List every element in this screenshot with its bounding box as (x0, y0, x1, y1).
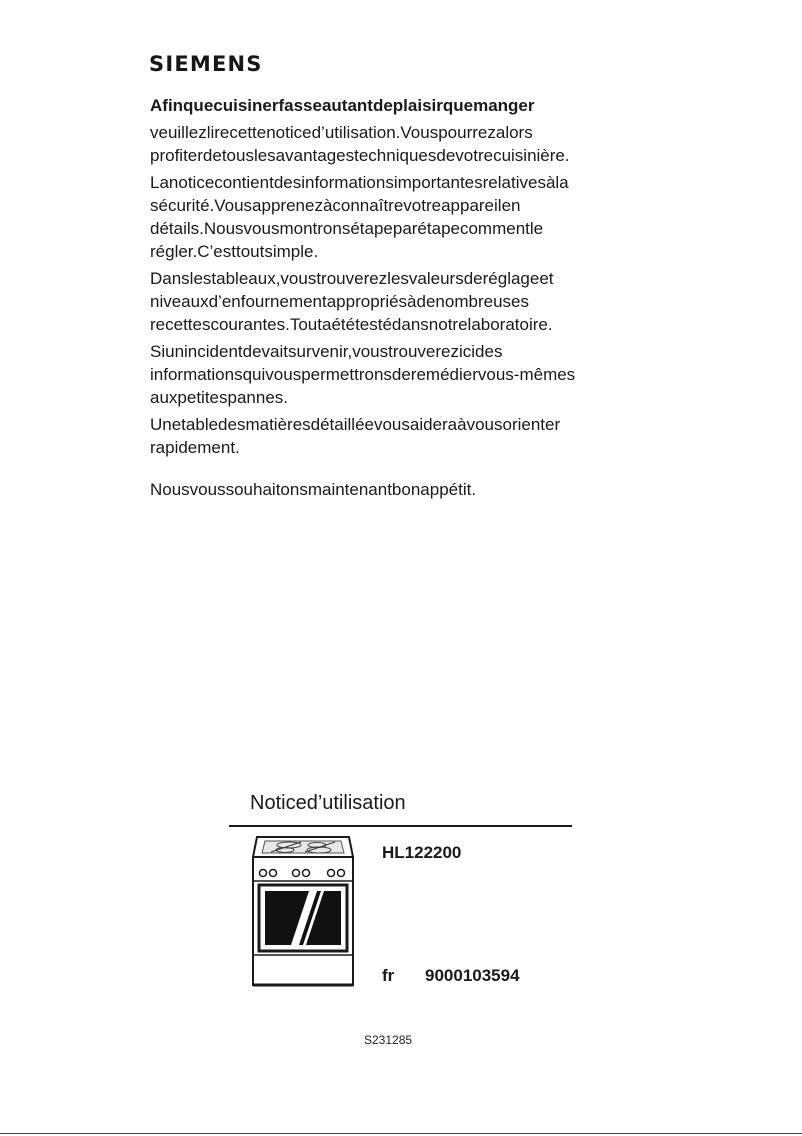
intro-paragraph: Unetabledesmatièresdétailléevousaideraàvousorienter rapidement. (150, 415, 561, 457)
intro-closing: Nousvoussouhaitonsmaintenantbonappétit. (150, 480, 477, 499)
intro-lead: Afinquecuisinerfasseautantdeplaisirquemanger (150, 96, 535, 115)
intro-paragraph: Lanoticecontientdesinformationsimportantesrelativesàla sécurité.Vousapprenezàconnaîtrevotreappareilen détails.Nousvousmontronsétapeparétapecommentle régler.C’esttoutsimple. (150, 173, 569, 261)
intro-paragraph: veuillezlirecettenoticed’utilisation.Vouspourrezalors profiterdetouslesavantagestechniquesdevotrecuisinière. (150, 123, 570, 165)
language-code: fr (382, 966, 395, 985)
intro-paragraph: Siunincidentdevaitsurvenir,voustrouverezicides informationsquivouspermettronsderemédiervous-mêmes auxpetitespannes. (150, 342, 576, 407)
brand-logo: SIEMENS (149, 52, 263, 76)
cover-title: Noticed’utilisation (250, 792, 406, 814)
figure-id: S231285 (364, 1033, 413, 1047)
document-number: 9000103594 (425, 966, 520, 985)
intro-text (150, 94, 640, 505)
page-bottom-rule (0, 1133, 802, 1134)
cover-divider (229, 825, 572, 827)
stove-icon (251, 833, 355, 987)
model-number: HL122200 (382, 843, 462, 862)
intro-paragraph: Danslestableaux,voustrouverezlesvaleursderéglageet niveauxd’enfournementappropriésàdenombreuses recettescourantes.Toutaététestédansnotrelaboratoire. (150, 269, 554, 334)
